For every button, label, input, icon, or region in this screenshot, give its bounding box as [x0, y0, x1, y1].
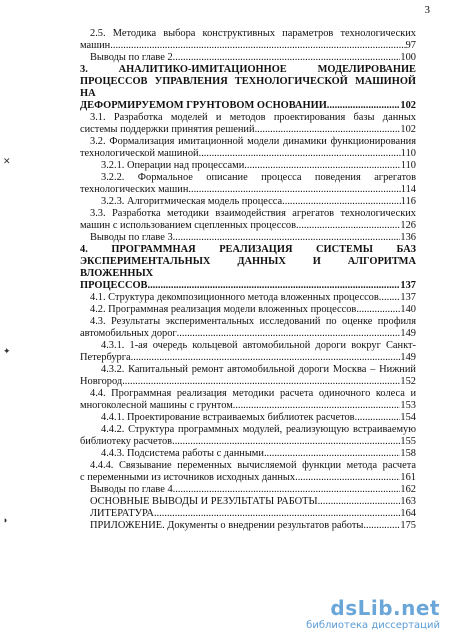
toc-entry — [80, 412, 416, 424]
toc-entry-last-line — [80, 40, 416, 52]
toc-entry-last-line — [80, 196, 416, 208]
dot-leader — [363, 520, 400, 532]
toc-entry-title: ДЕФОРМИРУЕМОМ ГРУНТОВОМ ОСНОВАНИИ — [80, 100, 327, 111]
toc-entry-last-line — [80, 508, 416, 520]
toc-entry-title: 4.4.1. Проектирование встраиваемых библиотек расчетов — [101, 412, 355, 423]
dot-leader — [131, 352, 401, 364]
dot-leader — [110, 40, 405, 52]
toc-entry-last-line — [80, 184, 416, 196]
toc-entry-title: Выводы по главе 2 — [90, 52, 173, 63]
dot-leader — [244, 160, 401, 172]
toc-entry — [80, 340, 416, 364]
watermark — [306, 596, 440, 631]
toc-entry-last-line — [80, 292, 416, 304]
toc-entry-line: ЭКСПЕРИМЕНТАЛЬНЫХ ДАННЫХ И АЛГОРИТМА ВЛОЖЕННЫХ — [80, 256, 416, 279]
toc-entry-line: 4.4.4. Связывание переменных вычисляемой функции метода расчета — [90, 460, 416, 471]
toc-entry — [80, 304, 416, 316]
toc-entry-line: 3. АНАЛИТИКО-ИМИТАЦИОННОЕ МОДЕЛИРОВАНИЕ — [80, 64, 416, 75]
toc-entry-title: машин — [80, 40, 111, 51]
dot-leader — [154, 508, 400, 520]
dot-leader — [255, 124, 401, 136]
watermark-subtitle: библиотека диссертаций — [306, 620, 440, 631]
toc-entry — [80, 520, 416, 532]
dot-leader — [173, 484, 401, 496]
toc-entry-line: 3.2. Формализация имитационной модели динамики функционирования — [90, 136, 416, 147]
toc-entry-last-line — [80, 484, 416, 496]
toc-entry — [80, 424, 416, 448]
toc-entry-last-line — [80, 280, 416, 292]
dot-leader — [173, 52, 401, 64]
toc-entry-title: ПРОЦЕССОВ — [80, 280, 148, 291]
toc-entry — [80, 316, 416, 340]
dot-leader — [295, 472, 400, 484]
toc-entry-title: 4.1. Структура декомпозиционного метода вложенных процессов — [90, 292, 379, 303]
toc-entry-last-line — [80, 328, 416, 340]
toc-entry-last-line — [80, 448, 416, 460]
toc-entry-last-line — [80, 412, 416, 424]
toc-entry-line: ПРОЦЕССОВ УПРАВЛЕНИЯ ТЕХНОЛОГИЧЕСКОЙ МАШИНОЙ НА — [80, 76, 416, 99]
toc-entry-title: с переменными из источников исходных данных — [80, 472, 296, 483]
toc-page-number: 110 — [400, 148, 416, 159]
toc-page-number: 137 — [400, 292, 416, 303]
toc-entry-last-line — [80, 124, 416, 136]
dot-leader — [282, 196, 401, 208]
toc-page-number: 100 — [400, 52, 416, 63]
toc-entry-title: Петербурга — [80, 352, 131, 363]
toc-entry — [80, 160, 416, 172]
toc-page-number: 114 — [400, 184, 416, 195]
toc-entry — [80, 52, 416, 64]
toc-page-number: 110 — [400, 160, 416, 171]
toc-entry — [80, 448, 416, 460]
toc-page-number: 153 — [400, 400, 416, 411]
toc-entry-title: 4.4.3. Подсистема работы с данными — [101, 448, 264, 459]
toc-entry — [80, 208, 416, 232]
toc-entry-title: Новгород — [80, 376, 123, 387]
toc-entry — [80, 292, 416, 304]
dot-leader — [177, 328, 401, 340]
toc-entry-line: 4.3.1. 1-ая очередь кольцевой автомобильной дороги вокруг Санкт- — [101, 340, 416, 351]
toc-page-number: 126 — [400, 220, 416, 231]
dot-leader — [233, 400, 401, 412]
dot-leader — [199, 148, 401, 160]
toc-entry-title: библиотеку расчетов — [80, 436, 173, 447]
toc-entry-title: ЛИТЕРАТУРА — [90, 508, 154, 519]
dot-leader — [264, 448, 400, 460]
toc-entry — [80, 496, 416, 508]
toc-entry-title: Выводы по главе 3 — [90, 232, 173, 243]
toc-entry-last-line — [80, 472, 416, 484]
toc-page-number: 164 — [400, 508, 416, 519]
toc-entry-last-line — [80, 496, 416, 508]
dot-leader — [356, 304, 400, 316]
dot-leader — [379, 292, 401, 304]
toc-entry-title: технологических машин — [80, 184, 189, 195]
toc-page-number: 154 — [400, 412, 416, 423]
toc-entry-title: 3.2.3. Алгоритмическая модель процесса — [101, 196, 283, 207]
dot-leader — [296, 220, 400, 232]
toc-entry-last-line — [80, 160, 416, 172]
toc-entry — [80, 28, 416, 52]
toc-page-number: 158 — [400, 448, 416, 459]
dot-leader — [188, 184, 400, 196]
toc-entry-title: многоколесной машины с грунтом — [80, 400, 233, 411]
toc-entry-title: Выводы по главе 4 — [90, 484, 173, 495]
dot-leader — [173, 232, 401, 244]
toc-entry-line: 2.5. Методика выбора конструктивных параметров технологических — [90, 28, 416, 39]
toc-entry-last-line — [80, 376, 416, 388]
margin-mark: ◗ — [3, 515, 9, 525]
toc-entry-title: системы поддержки принятия решений — [80, 124, 255, 135]
toc-entry-line: 4.4.2. Структура программных модулей, реализующую встраиваемую — [101, 424, 416, 435]
toc-page-number: 136 — [400, 232, 416, 243]
toc-entry-line: 3.2.2. Формальное описание процесса поведения агрегатов — [101, 172, 416, 183]
toc-entry-last-line — [80, 100, 416, 112]
dot-leader — [318, 496, 401, 508]
toc-entry-last-line — [80, 436, 416, 448]
toc-entry — [80, 388, 416, 412]
toc-page-number: 102 — [400, 100, 416, 111]
toc-page-number: 149 — [400, 328, 416, 339]
toc-page-number: 97 — [405, 40, 416, 51]
toc-entry-title: 4.2. Программная реализация модели вложенных процессов — [90, 304, 357, 315]
toc-entry — [80, 244, 416, 292]
toc-entry-title: технологической машиной — [80, 148, 199, 159]
toc-page-number: 149 — [400, 352, 416, 363]
toc-page-number: 116 — [400, 196, 416, 207]
toc-page-number: 102 — [400, 124, 416, 135]
toc-entry-title: автомобильных дорог — [80, 328, 177, 339]
toc-entry-title: ПРИЛОЖЕНИЕ. Документы о внедрении результатов работы — [90, 520, 364, 531]
watermark-logo: dsLib.net — [330, 596, 440, 620]
toc-entry-line: 3.1. Разработка моделей и методов проектирования базы данных — [90, 112, 416, 123]
toc-entry-last-line — [80, 52, 416, 64]
toc-entry-last-line — [80, 232, 416, 244]
toc-entry-line: 4. ПРОГРАММНАЯ РЕАЛИЗАЦИЯ СИСТЕМЫ БАЗ — [80, 244, 416, 255]
toc-page-number: 152 — [400, 376, 416, 387]
toc-entry-line: 3.3. Разработка методики взаимодействия агрегатов технологических — [90, 208, 416, 219]
toc-entry-last-line — [80, 400, 416, 412]
toc-entry-title: машин с использованием сцепленных процессов — [80, 220, 297, 231]
toc-entry — [80, 484, 416, 496]
toc-entry-last-line — [80, 148, 416, 160]
toc-entry-last-line — [80, 220, 416, 232]
toc-entry — [80, 232, 416, 244]
dot-leader — [122, 376, 400, 388]
dot-leader — [172, 436, 400, 448]
toc-entry — [80, 64, 416, 112]
toc-page-number: 162 — [400, 484, 416, 495]
margin-mark: ✦ — [3, 346, 11, 356]
toc-entry — [80, 508, 416, 520]
toc-entry-title: 3.2.1. Операции над процессами — [101, 160, 245, 171]
table-of-contents — [80, 28, 416, 532]
toc-entry — [80, 172, 416, 196]
toc-entry — [80, 364, 416, 388]
toc-entry-title: ОСНОВНЫЕ ВЫВОДЫ И РЕЗУЛЬТАТЫ РАБОТЫ — [90, 496, 318, 507]
page-number: 3 — [424, 4, 430, 16]
toc-page-number: 155 — [400, 436, 416, 447]
toc-entry-line: 4.3. Результаты экспериментальных исследований по оценке профиля — [90, 316, 416, 327]
toc-entry-line: 4.3.2. Капитальный ремонт автомобильной дороги Москва – Нижний — [101, 364, 416, 375]
dot-leader — [147, 280, 400, 292]
toc-page-number: 163 — [400, 496, 416, 507]
toc-entry-last-line — [80, 520, 416, 532]
toc-page-number: 140 — [400, 304, 416, 315]
toc-page-number: 137 — [400, 280, 416, 291]
margin-mark: ✕ — [3, 156, 11, 166]
dot-leader — [327, 100, 401, 112]
toc-entry — [80, 136, 416, 160]
toc-entry-line: 4.4. Программная реализация методики расчета одиночного колеса и — [90, 388, 416, 399]
toc-page-number: 175 — [400, 520, 416, 531]
toc-page-number: 161 — [400, 472, 416, 483]
toc-entry — [80, 112, 416, 136]
toc-entry-last-line — [80, 304, 416, 316]
toc-entry-last-line — [80, 352, 416, 364]
dot-leader — [355, 412, 401, 424]
toc-entry — [80, 460, 416, 484]
toc-entry — [80, 196, 416, 208]
